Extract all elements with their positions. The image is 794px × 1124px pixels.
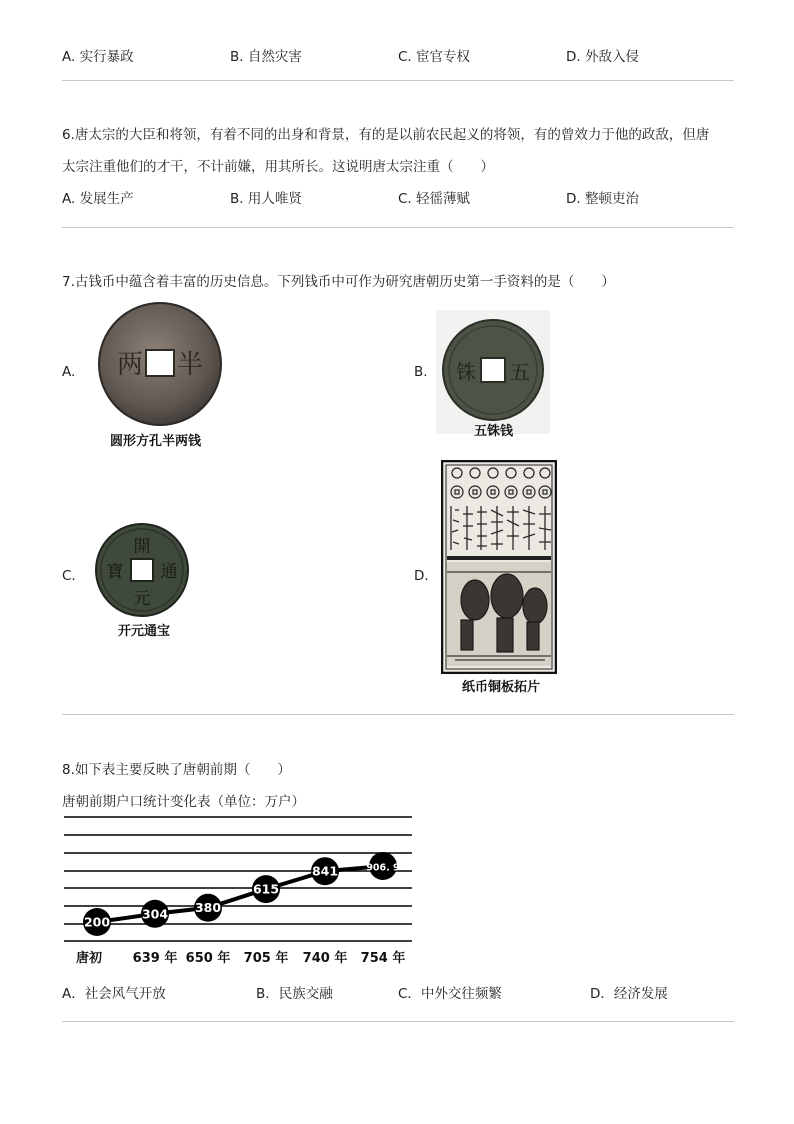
coin-c-char-left: 寶	[106, 562, 124, 582]
data-label: 304	[141, 906, 169, 922]
series-line	[97, 863, 383, 922]
coin-c-char-top: 開	[133, 537, 151, 557]
q7-caption-c: 开元通宝	[118, 624, 171, 639]
q6-option-c: C. 轻徭薄赋	[398, 191, 471, 207]
q8-option-b: B．民族交融	[256, 986, 333, 1002]
q5-option-c: C. 宦官专权	[398, 49, 471, 65]
q8-stem: 8.如下表主要反映了唐朝前期（ ）	[62, 762, 291, 778]
q8-option-d: D．经济发展	[590, 986, 668, 1002]
divider	[62, 227, 734, 228]
coin-a-char-right: 半	[176, 350, 204, 380]
q7-option-c-letter: C.	[62, 568, 76, 584]
q6-option-b: B. 用人唯贤	[230, 191, 302, 207]
data-label: 906. 9	[366, 862, 400, 874]
q7-caption-d: 纸币铜板拓片	[462, 680, 541, 695]
data-label: 380	[194, 900, 222, 916]
q6-option-a: A. 发展生产	[62, 191, 134, 207]
paper-money-plate-image	[441, 460, 557, 674]
q5-option-a: A. 实行暴政	[62, 49, 134, 65]
household-line-chart	[60, 810, 420, 970]
q7-caption-a: 圆形方孔半两钱	[110, 434, 202, 449]
q8-table-title: 唐朝前期户口统计变化表（单位：万户）	[62, 794, 305, 810]
coin-c-char-right: 通	[160, 562, 178, 582]
q6-stem-line2: 太宗注重他们的才干，不计前嫌，用其所长。这说明唐太宗注重（ ）	[62, 159, 494, 175]
divider	[62, 714, 734, 715]
divider	[62, 1021, 734, 1022]
q5-option-b: B. 自然灾害	[230, 49, 302, 65]
q6-option-d: D. 整顿吏治	[566, 191, 639, 207]
coin-b-char-left: 铢	[456, 360, 476, 384]
data-label: 200	[83, 914, 111, 930]
data-label: 615	[252, 881, 280, 897]
q7-option-d-letter: D.	[414, 568, 429, 584]
x-tick-label: 754 年	[360, 951, 406, 966]
coin-kaiyuan-image	[94, 522, 194, 618]
x-tick-label: 740 年	[302, 951, 348, 966]
q6-stem-line1: 6.唐太宗的大臣和将领，有着不同的出身和背景，有的是以前农民起义的将领，有的曾效力于他的政敌，但唐	[62, 127, 710, 143]
coin-wuzhu-image	[436, 310, 550, 434]
divider	[62, 80, 734, 81]
x-tick-label: 650 年	[185, 951, 231, 966]
x-tick-label: 639 年	[132, 951, 178, 966]
q8-option-c: C．中外交往频繁	[398, 986, 502, 1002]
coin-c-char-bottom: 元	[133, 589, 151, 609]
coin-banliang-image	[96, 300, 224, 428]
x-tick-label: 705 年	[243, 951, 289, 966]
x-tick-label: 唐初	[75, 951, 103, 966]
q8-option-a: A．社会风气开放	[62, 986, 166, 1002]
q7-stem: 7.古钱币中蕴含着丰富的历史信息。下列钱币中可作为研究唐朝历史第一手资料的是（ ）	[62, 274, 615, 290]
q7-option-a-letter: A.	[62, 364, 76, 380]
q7-option-b-letter: B.	[414, 364, 428, 380]
coin-b-char-right: 五	[510, 360, 530, 384]
q5-option-d: D. 外敌入侵	[566, 49, 639, 65]
q7-caption-b: 五铢钱	[474, 424, 514, 439]
data-label: 841	[311, 863, 339, 879]
coin-a-char-left: 两	[116, 350, 144, 380]
